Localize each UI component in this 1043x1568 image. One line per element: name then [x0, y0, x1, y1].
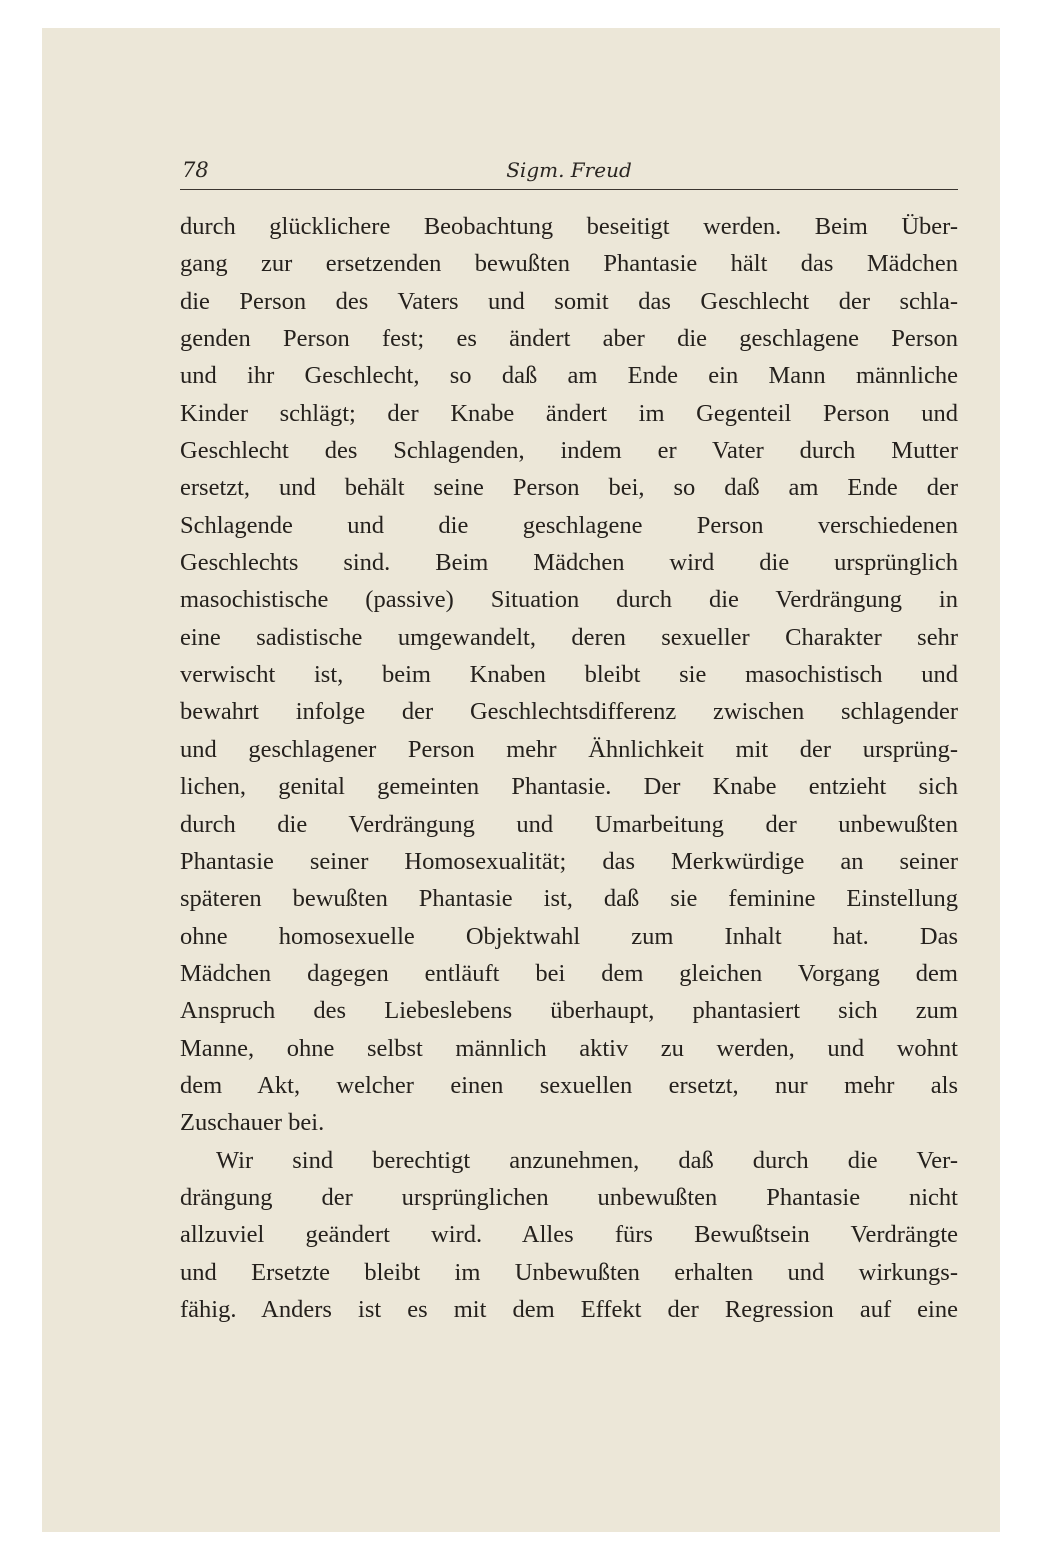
text-line: Manne, ohne selbst männlich aktiv zu werden, und wohnt [180, 1034, 958, 1062]
text-line: Anspruch des Liebeslebens überhaupt, phantasiert sich zum [180, 997, 958, 1025]
text-line: späteren bewußten Phantasie ist, daß sie feminine Einstellung [180, 885, 958, 913]
text-line: masochistische (passive) Situation durch die Verdrängung in [180, 586, 958, 614]
text-line: fähig. Anders ist es mit dem Effekt der Regression auf eine [180, 1295, 958, 1323]
text-line: Geschlecht des Schlagenden, indem er Vater durch Mutter [180, 437, 958, 465]
text-line: durch die Verdrängung und Umarbeitung der unbewußten [180, 810, 958, 838]
text-line: lichen, genital gemeinten Phantasie. Der Knabe entzieht sich [180, 773, 958, 801]
text-line: allzuviel geändert wird. Alles fürs Bewußtsein Verdrängte [180, 1221, 958, 1249]
text-line: und Ersetzte bleibt im Unbewußten erhalten und wirkungs- [180, 1258, 958, 1286]
text-line: ersetzt, und behält seine Person bei, so daß am Ende der [180, 474, 958, 502]
text-line: Schlagende und die geschlagene Person verschiedenen [180, 511, 958, 539]
text-line: genden Person fest; es ändert aber die geschlagene Person [180, 325, 958, 353]
text-line: Phantasie seiner Homosexualität; das Merkwürdige an seiner [180, 847, 958, 875]
running-title: Sigm. Freud [506, 158, 632, 182]
text-line: Zuschauer bei. [180, 1109, 325, 1137]
text-line: und ihr Geschlecht, so daß am Ende ein Mann männliche [180, 362, 958, 390]
text-line: gang zur ersetzenden bewußten Phantasie hält das Mädchen [180, 250, 958, 278]
text-line: ohne homosexuelle Objektwahl zum Inhalt hat. Das [180, 922, 958, 950]
header-rule [180, 189, 958, 190]
text-line: Wir sind berechtigt anzunehmen, daß durch die Ver- [216, 1146, 958, 1174]
page-header [180, 158, 958, 186]
text-line: Kinder schlägt; der Knabe ändert im Gegenteil Person und [180, 399, 958, 427]
text-line: Geschlechts sind. Beim Mädchen wird die ursprünglich [180, 549, 958, 577]
text-line: drängung der ursprünglichen unbewußten Phantasie nicht [180, 1183, 958, 1211]
body-text [180, 208, 958, 1328]
text-line: Mädchen dagegen entläuft bei dem gleichen Vorgang dem [180, 959, 958, 987]
page-number: 78 [182, 158, 209, 182]
text-line: dem Akt, welcher einen sexuellen ersetzt, nur mehr als [180, 1071, 958, 1099]
text-line: eine sadistische umgewandelt, deren sexueller Charakter sehr [180, 623, 958, 651]
text-line: verwischt ist, beim Knaben bleibt sie masochistisch und [180, 661, 958, 689]
text-line: und geschlagener Person mehr Ähnlichkeit mit der ursprüng- [180, 735, 958, 763]
text-line: bewahrt infolge der Geschlechtsdifferenz zwischen schlagender [180, 698, 958, 726]
text-line: die Person des Vaters und somit das Geschlecht der schla- [180, 287, 958, 315]
text-line: durch glücklichere Beobachtung beseitigt werden. Beim Über- [180, 213, 958, 240]
